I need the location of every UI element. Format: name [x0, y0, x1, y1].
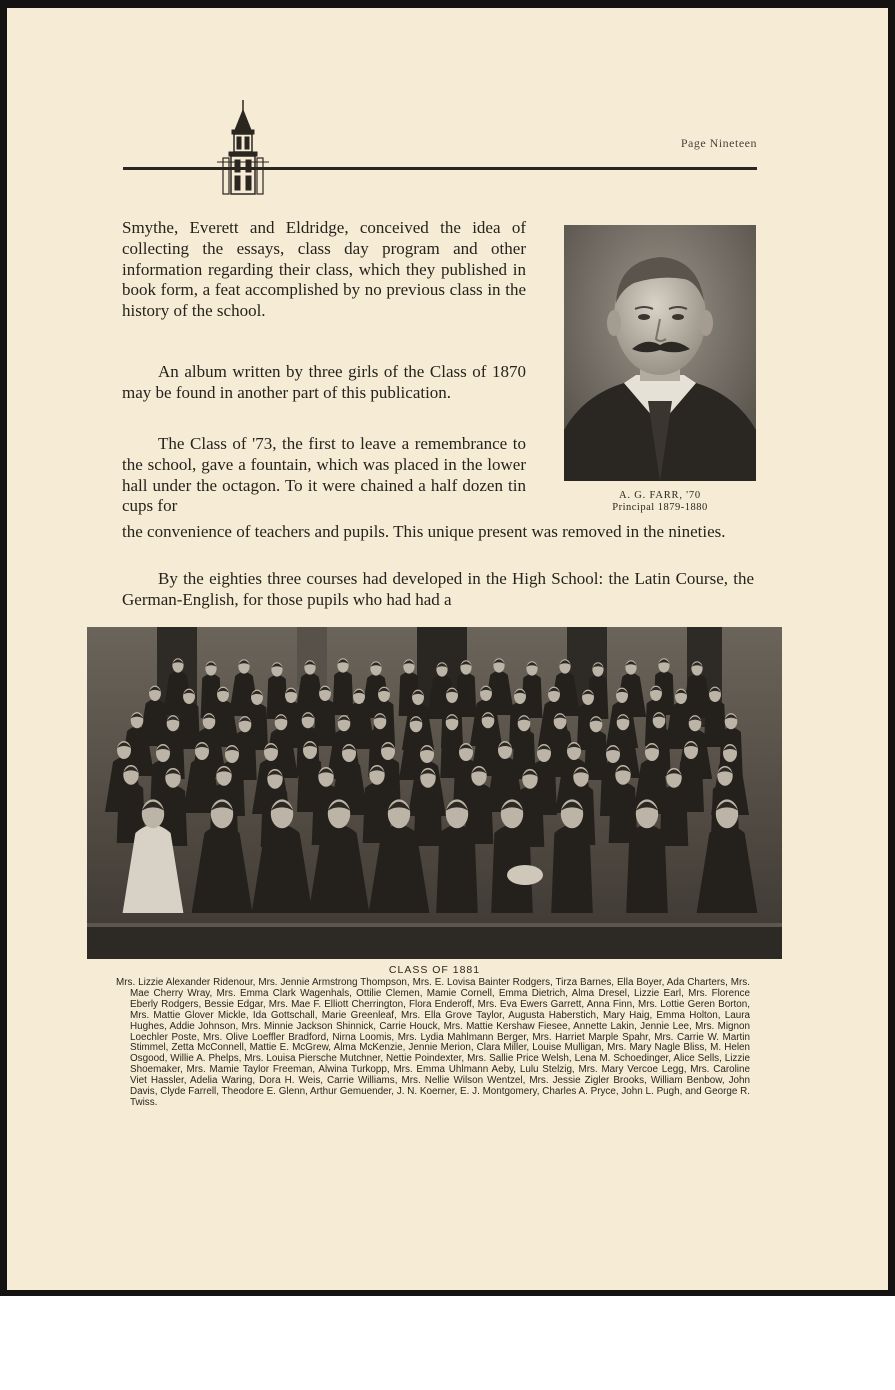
figure-body	[551, 825, 593, 913]
tower-emblem-icon	[215, 100, 271, 196]
figure-body	[626, 825, 668, 913]
paragraph-3-continued: the convenience of teachers and pupils. This unique present was removed in the nineties.	[122, 522, 726, 541]
group-photo-caption: CLASS OF 1881	[388, 964, 481, 976]
paragraph-2: An album written by three girls of the Class of 1870 may be found in another part of this publication.	[122, 362, 526, 402]
page-number: Page Nineteen	[680, 136, 757, 150]
portrait-figure-icon	[564, 225, 756, 481]
group-figures-icon	[87, 627, 782, 959]
group-photo	[87, 627, 782, 959]
portrait-caption-name: A. G. FARR, '70	[619, 490, 701, 501]
paragraph-3: The Class of '73, the first to leave a remembrance to the school, gave a fountain, which was placed in the lower hall under the octagon. To it were chained a half dozen tin cups for	[122, 434, 526, 516]
portrait-photo	[564, 225, 756, 481]
header-rule	[123, 167, 757, 170]
paragraph-1: Smythe, Everett and Eldridge, conceived the idea of collecting the essays, class day program and other information regarding their class, which they published in book form, a feat accomplished by no previous class in the history of the school.	[122, 218, 526, 321]
portrait-caption-title: Principal 1879-1880	[612, 502, 708, 513]
paragraph-4: By the eighties three courses had developed in the High School: the Latin Course, the German-English, for those pupils who had had a	[122, 569, 754, 609]
figure-body	[414, 786, 443, 847]
class-member-names: Mrs. Lizzie Alexander Ridenour, Mrs. Jennie Armstrong Thompson, Mrs. E. Lovisa Bainter Rodgers, Tirza Barnes, Ella Boyer, Ada Charters, Mrs. Mae Cherry Wray, Mrs. Emma Clark Wagenhals, Ottilie Clemen, Mamie Cornell, Emma Dietrich, Alma Dresel, Lizzie Earl, Mrs. Florence Eberly Rodgers, Bessie Edgar, Mrs. Mae F. Elliott Cherrington, Flora Enderoff, Mrs. Eva Ewers Garrett, Anna Finn, Mrs. Lottie Geren Borton, Mrs. Mattie Glover Mickle, Ida Gottschall, Marie Greenleaf, Mrs. Ella Grove Taylor, Augusta Haberstich, Mary Haig, Emma Holton, Laura Hughes, Addie Johnson, Mrs. Minnie Jackson Shinnick, Carrie Houck, Mrs. Mattie Kershaw Fiesee, Annette Lakin, Jennie Lee, Mrs. Mignon Loechler Poste, Mrs. Olive Loeffler Bradford, Nirna Loomis, Mrs. Lydia Mahlmann Berger, Mrs. Harriet Marple Spahr, Mrs. Carrie W. Martin Stimmel, Zetta McConnell, Mattie E. McGrew, Alma McKenzie, Jennie Merion, Clara Miller, Louise Mulligan, Mrs. Mary Nagle Bliss, M. Helen Osgood, Willie A. Phelps, Mrs. Louisa Piersche Mutchner, Nettie Poindexter, Mrs. Sallie Price Welsh, Lena M. Schoedinger, Alice Sells, Lizzie Shoemaker, Mrs. Mamie Taylor Freeman, Alwina Turkopp, Mrs. Emma Uhlmann Aeby, Lulu Stelzig, Mrs. Mary Vercoe Legg, Mrs. Caroline Viet Hassler, Adelia Waring, Dora H. Weis, Carrie Williams, Mrs. Nellie Wilson Wentzel, Mrs. Jessie Zigler Brooks, William Benbow, John Davis, Clyde Farrell, Theodore E. Glenn, Arthur Gemuender, J. N. Koerner, E. J. Montgomery, Charles A. Pryce, John L. Pugh, and George R. Twiss.	[116, 977, 750, 1108]
figure-body	[436, 825, 478, 913]
straw-hat	[507, 865, 543, 885]
